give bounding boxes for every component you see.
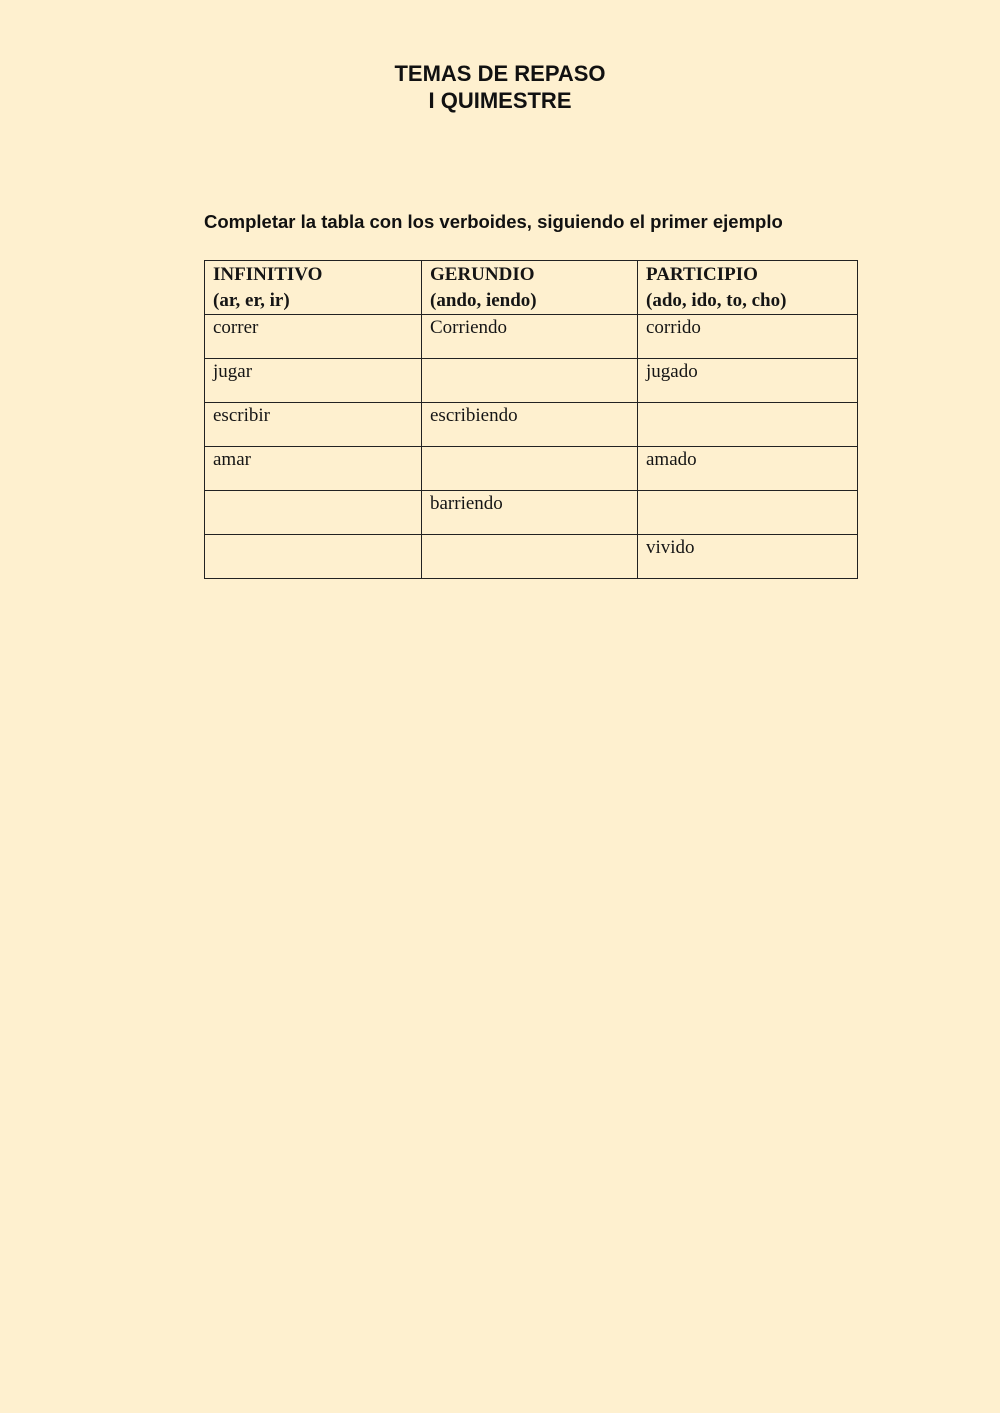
cell-participio: corrido bbox=[638, 315, 858, 359]
cell-infinitivo[interactable] bbox=[205, 535, 422, 579]
cell-gerundio: barriendo bbox=[422, 491, 638, 535]
cell-participio: vivido bbox=[638, 535, 858, 579]
verboides-table bbox=[204, 260, 858, 579]
header-label: GERUNDIO bbox=[430, 264, 535, 285]
cell-infinitivo[interactable] bbox=[205, 491, 422, 535]
table-header-row bbox=[205, 261, 858, 315]
header-hint: (ar, er, ir) bbox=[213, 290, 290, 311]
cell-infinitivo: amar bbox=[205, 447, 422, 491]
page-title bbox=[0, 60, 1000, 114]
header-label: PARTICIPIO bbox=[646, 264, 758, 285]
cell-participio: amado bbox=[638, 447, 858, 491]
cell-infinitivo: correr bbox=[205, 315, 422, 359]
instruction-text: Completar la tabla con los verboides, siguiendo el primer ejemplo bbox=[204, 211, 783, 232]
cell-gerundio: Corriendo bbox=[422, 315, 638, 359]
cell-participio[interactable] bbox=[638, 403, 858, 447]
cell-participio[interactable] bbox=[638, 491, 858, 535]
cell-infinitivo: escribir bbox=[205, 403, 422, 447]
cell-gerundio[interactable] bbox=[422, 359, 638, 403]
cell-gerundio[interactable] bbox=[422, 447, 638, 491]
header-participio bbox=[638, 261, 858, 315]
table-row bbox=[205, 535, 858, 579]
title-line-1: TEMAS DE REPASO bbox=[394, 61, 606, 86]
table-row bbox=[205, 315, 858, 359]
cell-infinitivo: jugar bbox=[205, 359, 422, 403]
cell-gerundio: escribiendo bbox=[422, 403, 638, 447]
table-row bbox=[205, 447, 858, 491]
cell-participio: jugado bbox=[638, 359, 858, 403]
header-gerundio bbox=[422, 261, 638, 315]
header-hint: (ado, ido, to, cho) bbox=[646, 290, 787, 311]
cell-gerundio[interactable] bbox=[422, 535, 638, 579]
title-line-2: I QUIMESTRE bbox=[428, 88, 572, 113]
table-row bbox=[205, 359, 858, 403]
table-row bbox=[205, 403, 858, 447]
header-hint: (ando, iendo) bbox=[430, 290, 537, 311]
header-label: INFINITIVO bbox=[213, 264, 323, 285]
table-row bbox=[205, 491, 858, 535]
header-infinitivo bbox=[205, 261, 422, 315]
